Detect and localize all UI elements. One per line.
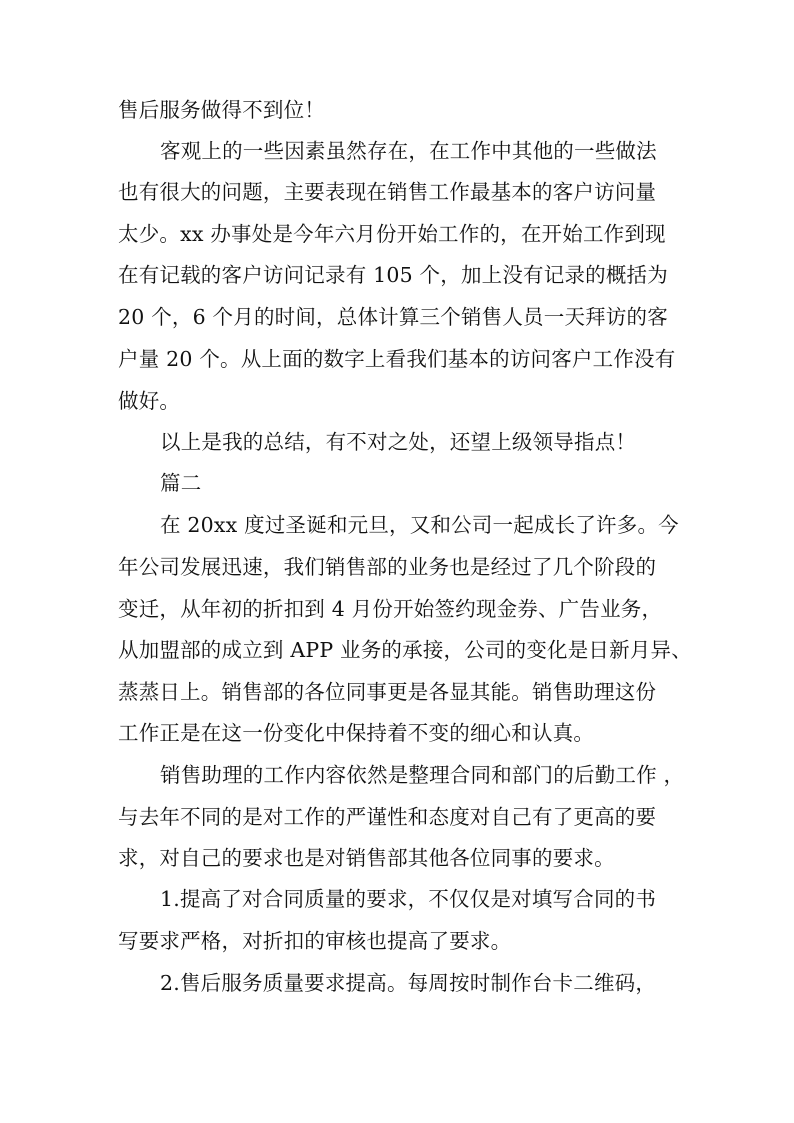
paragraph-line: 在有记载的客户访问记录有 105 个，加上没有记录的概括为 [118, 263, 668, 287]
paragraph-line: 太少。xx 办事处是今年六月份开始工作的，在开始工作到现 [118, 222, 666, 246]
paragraph-line: 从加盟部的成立到 APP 业务的承接，公司的变化是日新月异、 [118, 638, 692, 662]
paragraph-line: 以上是我的总结，有不对之处，还望上级领导指点！ [160, 430, 637, 454]
paragraph-line: 工作正是在这一份变化中保持着不变的细心和认真。 [118, 721, 595, 745]
section-heading: 篇二 [160, 471, 202, 495]
list-item-2: 2.售后服务质量要求提高。每周按时制作台卡二维码， [160, 971, 657, 995]
paragraph-line: 与去年不同的是对工作的严谨性和态度对自己有了更高的要 [118, 805, 657, 829]
paragraph-line: 变迁，从年初的折扣到 4 月份开始签约现金券、广告业务， [118, 597, 663, 621]
paragraph-line: 户量 20 个。从上面的数字上看我们基本的访问客户工作没有 [118, 347, 676, 371]
paragraph-line: 也有很大的问题，主要表现在销售工作最基本的客户访问量 [118, 180, 657, 204]
paragraph-line: 写要求严格，对折扣的审核也提高了要求。 [118, 929, 512, 953]
paragraph-line: 销售助理的工作内容依然是整理合同和部门的后勤工作 ， [160, 763, 685, 787]
paragraph-line: 做好。 [118, 389, 181, 413]
paragraph-line: 售后服务做得不到位！ [118, 98, 325, 122]
paragraph-line: 客观上的一些因素虽然存在，在工作中其他的一些做法 [160, 139, 657, 163]
paragraph-line: 求，对自己的要求也是对销售部其他各位同事的要求。 [118, 846, 615, 870]
paragraph-line: 年公司发展迅速，我们销售部的业务也是经过了几个阶段的 [118, 555, 657, 579]
paragraph-line: 20 个，6 个月的时间，总体计算三个销售人员一天拜访的客 [118, 305, 668, 329]
list-item-1: 1.提高了对合同质量的要求，不仅仅是对填写合同的书 [160, 887, 657, 911]
paragraph-line: 蒸蒸日上。销售部的各位同事更是各显其能。销售助理这份 [118, 680, 657, 704]
paragraph-line: 在 20xx 度过圣诞和元旦，又和公司一起成长了许多。今 [160, 513, 679, 537]
